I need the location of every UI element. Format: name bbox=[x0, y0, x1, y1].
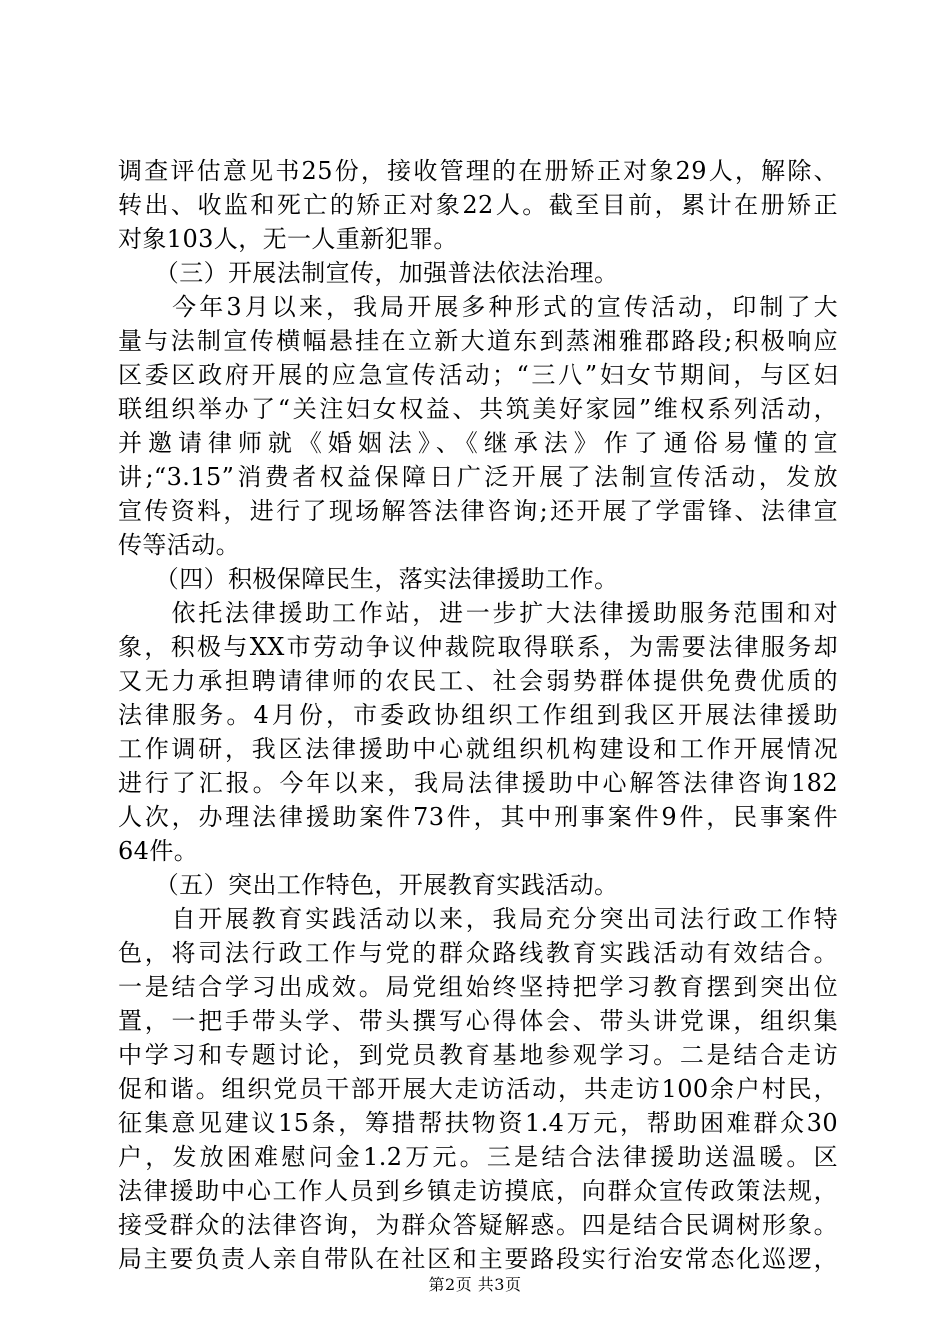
text-line: 象，积极与XX市劳动争议仲裁院取得联系，为需要法律服务却 bbox=[118, 633, 838, 661]
text-line: （四）积极保障民生，落实法律援助工作。 bbox=[118, 565, 619, 593]
text-line: 促和谐。组织党员干部开展大走访活动，共走访100余户村民， bbox=[118, 1075, 838, 1103]
text-line: 依托法律援助工作站，进一步扩大法律援助服务范围和对 bbox=[118, 599, 838, 627]
text-line: 户，发放困难慰问金1.2万元。三是结合法律援助送温暖。区 bbox=[118, 1143, 838, 1171]
text-line: 进行了汇报。今年以来，我局法律援助中心解答法律咨询182 bbox=[118, 769, 838, 797]
text-line: 联组织举办了“关注妇女权益、共筑美好家园”维权系列活动， bbox=[118, 395, 838, 423]
text-line: 置，一把手带头学、带头撰写心得体会、带头讲党课，组织集 bbox=[118, 1007, 838, 1035]
text-line: 征集意见建议15条，筹措帮扶物资1.4万元，帮助困难群众30 bbox=[118, 1109, 838, 1137]
text-line: 调查评估意见书25份，接收管理的在册矫正对象29人，解除、 bbox=[118, 157, 838, 185]
text-line: 色，将司法行政工作与党的群众路线教育实践活动有效结合。 bbox=[118, 939, 838, 967]
text-line: 接受群众的法律咨询，为群众答疑解惑。四是结合民调树形象。 bbox=[118, 1211, 838, 1239]
text-line: 又无力承担聘请律师的农民工、社会弱势群体提供免费优质的 bbox=[118, 667, 838, 695]
text-line: 一是结合学习出成效。局党组始终坚持把学习教育摆到突出位 bbox=[118, 973, 838, 1001]
text-line: 宣传资料，进行了现场解答法律咨询;还开展了学雷锋、法律宣 bbox=[118, 497, 838, 525]
text-line: 对象103人，无一人重新犯罪。 bbox=[118, 225, 458, 253]
text-line: （三）开展法制宣传，加强普法依法治理。 bbox=[118, 259, 619, 287]
text-line: 中学习和专题讨论，到党员教育基地参观学习。二是结合走访 bbox=[118, 1041, 838, 1069]
text-line: 讲;“3.15”消费者权益保障日广泛开展了法制宣传活动，发放 bbox=[118, 463, 838, 491]
text-line: 局主要负责人亲自带队在社区和主要路段实行治安常态化巡逻， bbox=[118, 1245, 838, 1273]
text-line: 64件。 bbox=[118, 837, 199, 865]
text-line: 法律服务。4月份，市委政协组织工作组到我区开展法律援助 bbox=[118, 701, 838, 729]
text-line: 传等活动。 bbox=[118, 531, 240, 559]
text-line: 工作调研，我区法律援助中心就组织机构建设和工作开展情况 bbox=[118, 735, 838, 763]
text-line: 并邀请律师就《婚姻法》、《继承法》作了通俗易懂的宣 bbox=[118, 429, 838, 457]
text-line: （五）突出工作特色，开展教育实践活动。 bbox=[118, 871, 619, 899]
text-line: 量与法制宣传横幅悬挂在立新大道东到蒸湘雅郡路段;积极响应 bbox=[118, 327, 838, 355]
text-line: 法律援助中心工作人员到乡镇走访摸底，向群众宣传政策法规， bbox=[118, 1177, 838, 1205]
text-line: 自开展教育实践活动以来，我局充分突出司法行政工作特 bbox=[118, 905, 838, 933]
text-line: 今年3月以来，我局开展多种形式的宣传活动，印制了大 bbox=[118, 293, 838, 321]
page-footer: 第2页 共3页 bbox=[428, 1275, 522, 1294]
text-line: 人次，办理法律援助案件73件，其中刑事案件9件，民事案件 bbox=[118, 803, 838, 831]
text-line: 转出、收监和死亡的矫正对象22人。截至目前，累计在册矫正 bbox=[118, 191, 838, 219]
body-text bbox=[118, 154, 838, 1276]
text-line: 区委区政府开展的应急宣传活动；“三八”妇女节期间，与区妇 bbox=[118, 361, 838, 389]
